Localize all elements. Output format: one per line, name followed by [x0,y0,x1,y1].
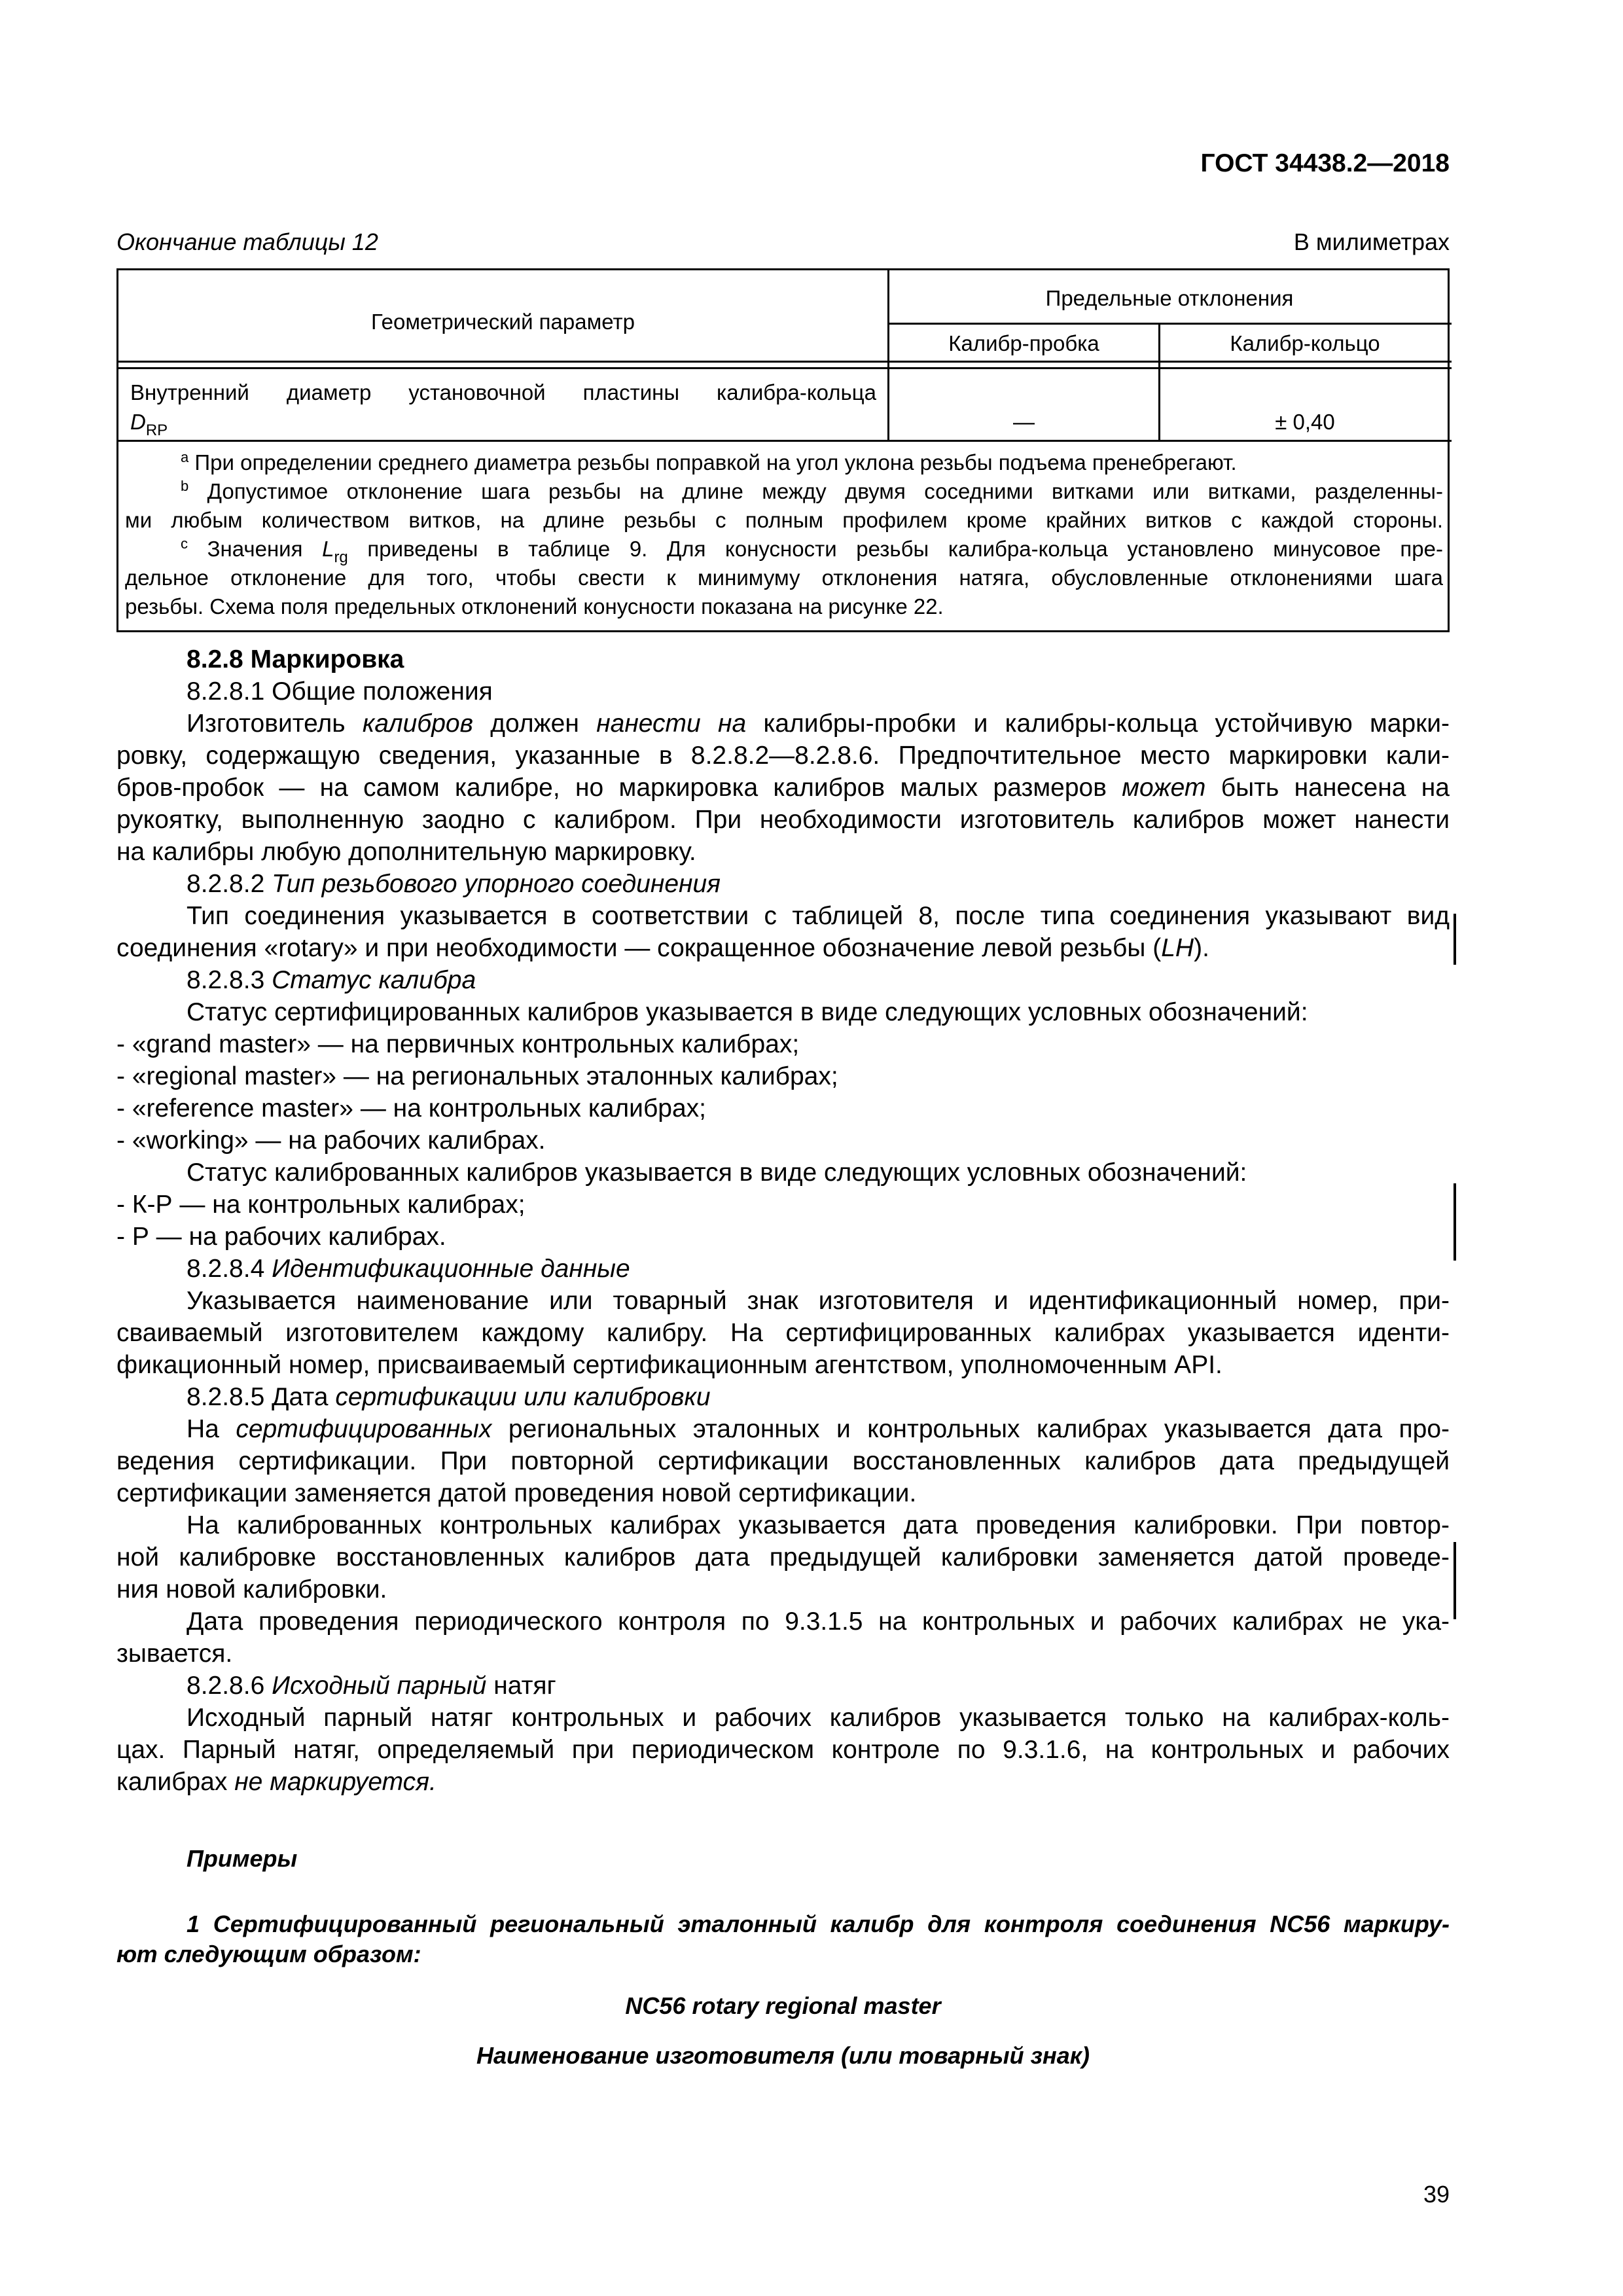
paragraph-line: соединения «rotary» и при необходимости — сокращенное обозначение левой резьбы (LH). [116,934,1209,962]
paragraph-line: На калиброванных контрольных калибрах указывается дата проведения калибровки. При повтор- [187,1511,1450,1539]
paragraph-line: зывается. [116,1640,233,1668]
paragraph-line: рукоятку, выполненную заодно с калибром. При необходимости изготовитель калибров может нанести [116,806,1450,834]
paragraph-line: фикационный номер, присваиваемый сертификационным агентством, уполномоченным API. [116,1351,1222,1379]
section-heading-8-2-8-5: 8.2.8.5 Дата сертификации или калибровки [187,1383,711,1411]
section-heading-8-2-8-1: 8.2.8.1 Общие положения [187,677,493,706]
column-header-plug: Калибр-пробка [948,331,1099,355]
paragraph-line: Исходный парный натяг контрольных и рабочих калибров указывается только на калибрах-коль- [187,1704,1450,1732]
table-units: В милиметрах [1293,228,1450,255]
row-parameter-name: Внутренний диаметр установочной пластины калибра-кольца [130,380,876,404]
list-item: - К-Р — на контрольных калибрах; [116,1191,526,1219]
section-heading-8-2-8-4: 8.2.8.4 Идентификационные данные [187,1255,630,1283]
list-item: - «reference master» — на контрольных калибрах; [116,1094,707,1122]
table-note-b: $^b$ Допустимое отклонение шага резьбы на длине между двумя соседними витками или витками, разделенны- [181,478,1443,503]
section-heading-8-2-8-2: 8.2.8.2 Тип резьбового упорного соединения [187,870,721,898]
list-item: - «grand master» — на первичных контрольных калибрах; [116,1030,800,1058]
paragraph-line: ровку, содержащую сведения, указанные в 8.2.8.2—8.2.8.6. Предпочтительное место маркировки кали- [116,742,1450,770]
table-note-a: $^a$ При определении среднего диаметра резьбы поправкой на угол уклона резьбы подъема пренебрегают. [181,449,1237,475]
paragraph-line: Статус сертифицированных калибров указывается в виде следующих условных обозначений: [187,998,1308,1026]
column-header-ring: Калибр-кольцо [1230,331,1380,355]
example-1-marking-line-1: NC56 rotary regional master [625,1992,941,2019]
paragraph-line: бров-пробок — на самом калибре, но маркировка калибров малых размеров может быть нанесена на [116,774,1450,802]
row-plug-value: — [1013,410,1035,434]
list-item: - Р — на рабочих калибрах. [116,1223,446,1251]
example-1-marking-line-2: Наименование изготовителя (или товарный знак) [476,2042,1090,2069]
paragraph-line: Изготовитель калибров должен нанести на калибры-пробки и калибры-кольца устойчивую марки- [187,709,1450,738]
row-parameter-symbol: $D_{RP}$ [130,410,168,439]
paragraph-line: ной калибровке восстановленных калибров дата предыдущей калибровки заменяется датой проведе- [116,1543,1450,1571]
section-body [116,643,1450,1798]
change-bar [1454,1542,1456,1619]
paragraph-line: Тип соединения указывается в соответствии с таблицей 8, после типа соединения указывают вид [187,902,1450,930]
table-caption: Окончание таблицы 12 [116,228,378,255]
paragraph-line: калибрах не маркируется. [116,1768,437,1796]
paragraph-line: на калибры любую дополнительную маркировку. [116,838,696,866]
page-number: 39 [1423,2181,1450,2208]
row-ring-value: ± 0,40 [1275,410,1335,434]
paragraph-line: ведения сертификации. При повторной сертификации восстановленных калибров дата предыдущей [116,1447,1450,1475]
list-item: - «working» — на рабочих калибрах. [116,1126,546,1155]
example-1-line-1: 1 Сертифицированный региональный эталонный калибр для контроля соединения NC56 маркиру- [187,1910,1450,1937]
list-item: - «regional master» — на региональных эталонных калибрах; [116,1062,838,1090]
examples-title: Примеры [187,1845,298,1872]
example-1-line-2: ют следующим образом: [116,1941,421,1967]
table-note-c-cont: дельное отклонение для того, чтобы свести к минимуму отклонения натяга, обусловленные отклонениями шага [125,565,1443,590]
change-bar [1454,914,1456,965]
deviations-table [116,268,1450,632]
paragraph-line: Дата проведения периодического контроля по 9.3.1.5 на контрольных и рабочих калибрах не ука- [187,1607,1450,1636]
change-bar [1454,1183,1456,1261]
section-heading-8-2-8-3: 8.2.8.3 Статус калибра [187,966,476,994]
paragraph-line: Указывается наименование или товарный знак изготовителя и идентификационный номер, при- [187,1287,1450,1315]
paragraph-line: цах. Парный натяг, определяемый при периодическом контроле по 9.3.1.6, на контрольных и рабочих [116,1736,1450,1764]
section-heading-8-2-8: 8.2.8 Маркировка [187,645,404,673]
paragraph-line: сваиваемый изготовителем каждому калибру. На сертифицированных калибрах указывается иденти- [116,1319,1450,1347]
table-note-c: $^c$ Значения $L_{rg}$ приведены в таблице 9. Для конусности резьбы калибра-кольца установлено минусовое пре- [181,535,1443,566]
table-note-b-cont: ми любым количеством витков, на длине резьбы с полным профилем кроме крайних витков с каждой стороны. [125,508,1443,532]
document-designation: ГОСТ 34438.2—2018 [1200,149,1450,177]
paragraph-line: Статус калиброванных калибров указывается в виде следующих условных обозначений: [187,1158,1247,1187]
section-heading-8-2-8-6: 8.2.8.6 Исходный парный натяг [187,1672,556,1700]
paragraph-line: На сертифицированных региональных эталонных и контрольных калибрах указывается дата про- [187,1415,1450,1443]
table-note-c-end: резьбы. Схема поля предельных отклонений конусности показана на рисунке 22. [125,594,944,619]
paragraph-line: сертификации заменяется датой проведения новой сертификации. [116,1479,917,1507]
column-header-deviations: Предельные отклонения [1045,286,1294,310]
paragraph-line: ния новой калибровки. [116,1575,387,1604]
column-header-parameter: Геометрический параметр [370,310,635,334]
